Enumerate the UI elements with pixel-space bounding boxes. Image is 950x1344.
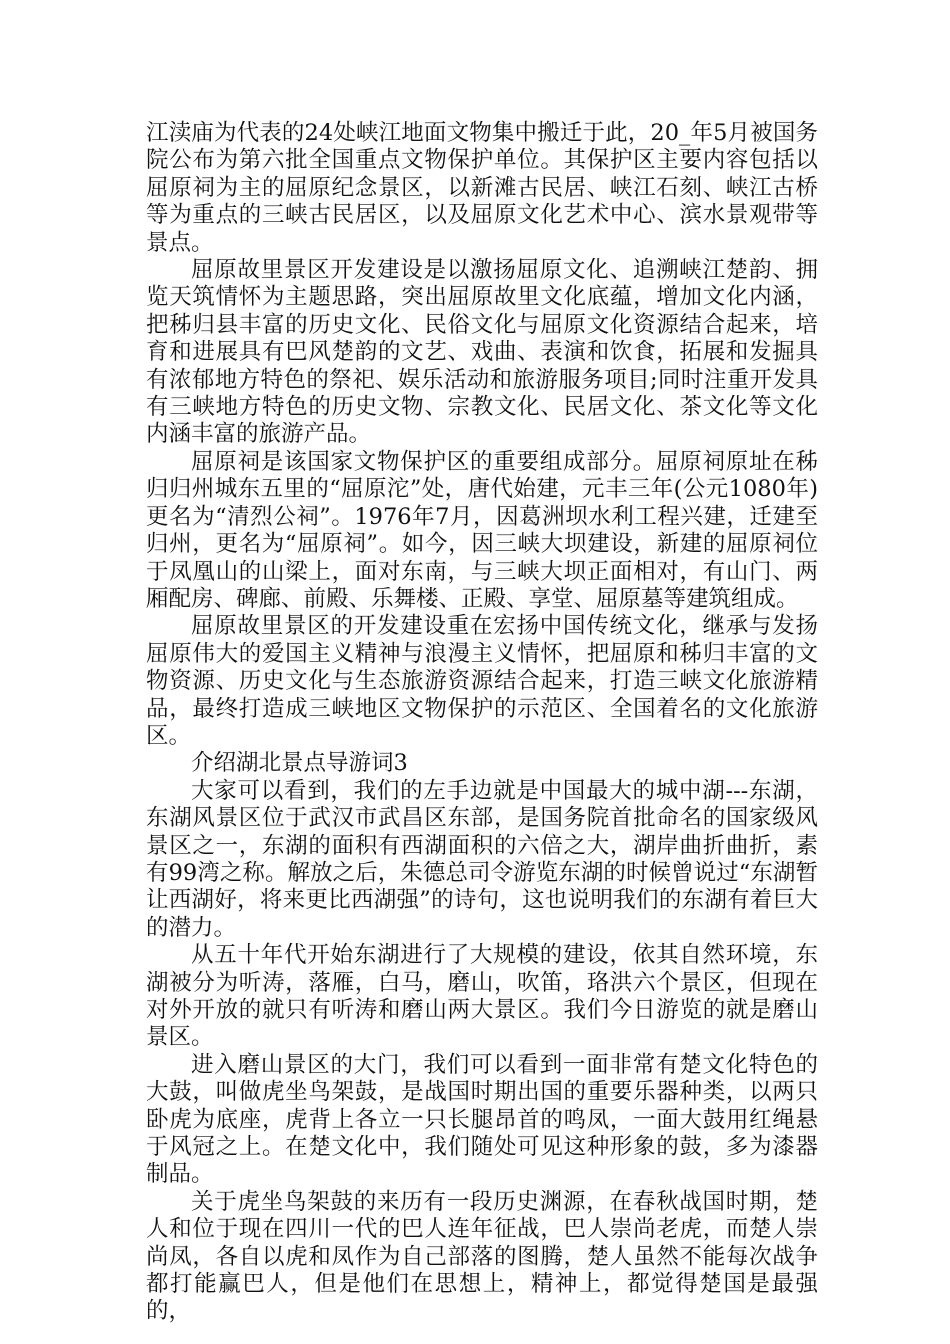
paragraph-5: 大家可以看到，我们的左手边就是中国最大的城中湖---东湖，东湖风景区位于武汉市武昌区东部，是国务院首批命名的国家级风景区之一，东湖的面积有西湖面积的六倍之大，湖岸曲折曲折，素有99湾之称。解放之后，朱德总司令游览东湖的时候曾说过“东湖暂让西湖好，将来更比西湖强”的诗句，这也说明我们的东湖有着巨大的潜力。 [146, 777, 818, 941]
section-heading: 介绍湖北景点导游词3 [191, 750, 408, 777]
paragraph-3: 屈原祠是该国家文物保护区的重要组成部分。屈原祠原址在秭归归州城东五里的“屈原沱”处，唐代始建，元丰三年(公元1080年)更名为“清烈公祠”。1976年7月，因葛洲坝水利工程兴建，迁建至归州，更名为“屈原祠”。如今，因三峡大坝建设，新建的屈原祠位于凤凰山的山梁上，面对东南，与三峡大坝正面相对，有山门、两厢配房、碑廊、前殿、乐舞楼、正殿、享堂、屈原墓等建筑组成。 [146, 448, 818, 612]
document-page [146, 120, 818, 1326]
paragraph-6: 从五十年代开始东湖进行了大规模的建设，依其自然环境，东湖被分为听涛，落雁，白马，磨山，吹笛，珞洪六个景区，但现在对外开放的就只有听涛和磨山两大景区。我们今日游览的就是磨山景区。 [146, 942, 818, 1051]
paragraph-2: 屈原故里景区开发建设是以激扬屈原文化、追溯峡江楚韵、拥览天筑情怀为主题思路，突出屈原故里文化底蕴，增加文化内涵，把秭归县丰富的历史文化、民俗文化与屈原文化资源结合起来，培育和进展具有巴风楚韵的文艺、戏曲、表演和饮食，拓展和发掘具有浓郁地方特色的祭祀、娱乐活动和旅游服务项目;同时注重开发具有三峡地方特色的历史文物、宗教文化、民居文化、茶文化等文化内涵丰富的旅游产品。 [146, 257, 818, 448]
paragraph-4: 屈原故里景区的开发建设重在宏扬中国传统文化，继承与发扬屈原伟大的爱国主义精神与浪漫主义情怀，把屈原和秭归丰富的文物资源、历史文化与生态旅游资源结合起来，打造三峡文化旅游精品，最终打造成三峡地区文物保护的示范区、全国着名的文化旅游区。 [146, 613, 818, 749]
paragraph-8: 关于虎坐鸟架鼓的来历有一段历史渊源，在春秋战国时期，楚人和位于现在四川一代的巴人连年征战，巴人崇尚老虎，而楚人崇尚凤，各自以虎和凤作为自己部落的图腾，楚人虽然不能每次战争都打能赢巴人，但是他们在思想上，精神上，都觉得楚国是最强的， [146, 1188, 818, 1325]
paragraph-7: 进入磨山景区的大门，我们可以看到一面非常有楚文化特色的大鼓，叫做虎坐鸟架鼓，是战国时期出国的重要乐器种类，以两只卧虎为底座，虎背上各立一只长腿昂首的鸣凤，一面大鼓用红绳悬于风冠之上。在楚文化中，我们随处可见这种形象的鼓，多为漆器制品。 [146, 1051, 818, 1188]
paragraph-1: 江渎庙为代表的24处峡江地面文物集中搬迁于此，20_年5月被国务院公布为第六批全国重点文物保护单位。其保护区主要内容包括以屈原祠为主的屈原纪念景区，以新滩古民居、峡江石刻、峡江古桥等为重点的三峡古民居区，以及屈原文化艺术中心、滨水景观带等景点。 [146, 120, 818, 256]
